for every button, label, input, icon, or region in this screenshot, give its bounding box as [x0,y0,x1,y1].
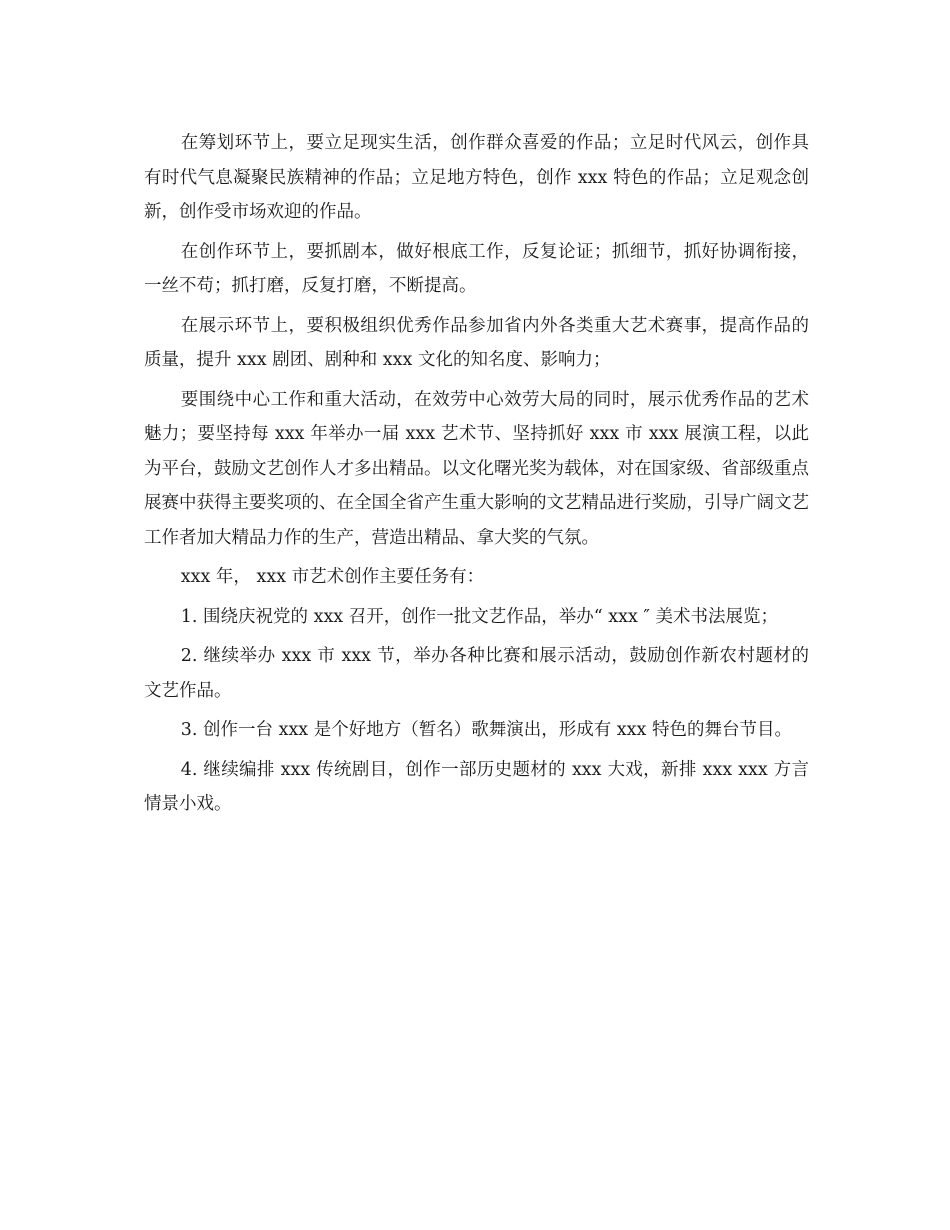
task-item-2: 2. 继续举办 xxx 市 xxx 节，举办各种比赛和展示活动，鼓励创作新农村题材的文艺作品。 [144,646,809,701]
task-item-1: 1. 围绕庆祝党的 xxx 召开，创作一批文艺作品，举办“ xxx ″ 美术书法展览； [180,606,779,627]
paragraph-display: 在展示环节上，要积极组织优秀作品参加省内外各类重大艺术赛事，提高作品的质量，提升 xxx 剧团、剧种和 xxx 文化的知名度、影响力； [144,315,809,370]
paragraph-planning: 在筹划环节上，要立足现实生活，创作群众喜爱的作品；立足时代风云，创作具有时代气息凝聚民族精神的作品；立足地方特色，创作 xxx 特色的作品；立足观念创新，创作受市场欢迎的作品。 [144,133,809,222]
paragraph-tasks-intro: xxx 年， xxx 市艺术创作主要任务有： [180,567,485,587]
task-item-4: 4. 继续编排 xxx 传统剧目，创作一部历史题材的 xxx 大戏，新排 xxx xxx 方言情景小戏。 [144,759,809,814]
paragraph-creation: 在创作环节上，要抓剧本，做好根底工作，反复论证；抓细节，抓好协调衔接，一丝不苟；抓打磨，反复打磨，不断提高。 [144,241,809,296]
paragraph-center-work: 要围绕中心工作和重大活动，在效劳中心效劳大局的同时，展示优秀作品的艺术魅力；要坚持每 xxx 年举办一届 xxx 艺术节、坚持抓好 xxx 市 xxx 展演工程，以此为平台，鼓励文艺创作人才多出精品。以文化曙光奖为载体，对在国家级、省部级重点展赛中获得主要奖项的、在全国全省产生重大影响的文艺精品进行奖励，引导广阔文艺工作者加大精品力作的生产，营造出精品、拿大奖的气氛。 [144,389,809,548]
document-body [144,126,809,827]
task-item-3: 3. 创作一台 xxx 是个好地方（暂名）歌舞演出，形成有 xxx 特色的舞台节目。 [180,720,792,740]
